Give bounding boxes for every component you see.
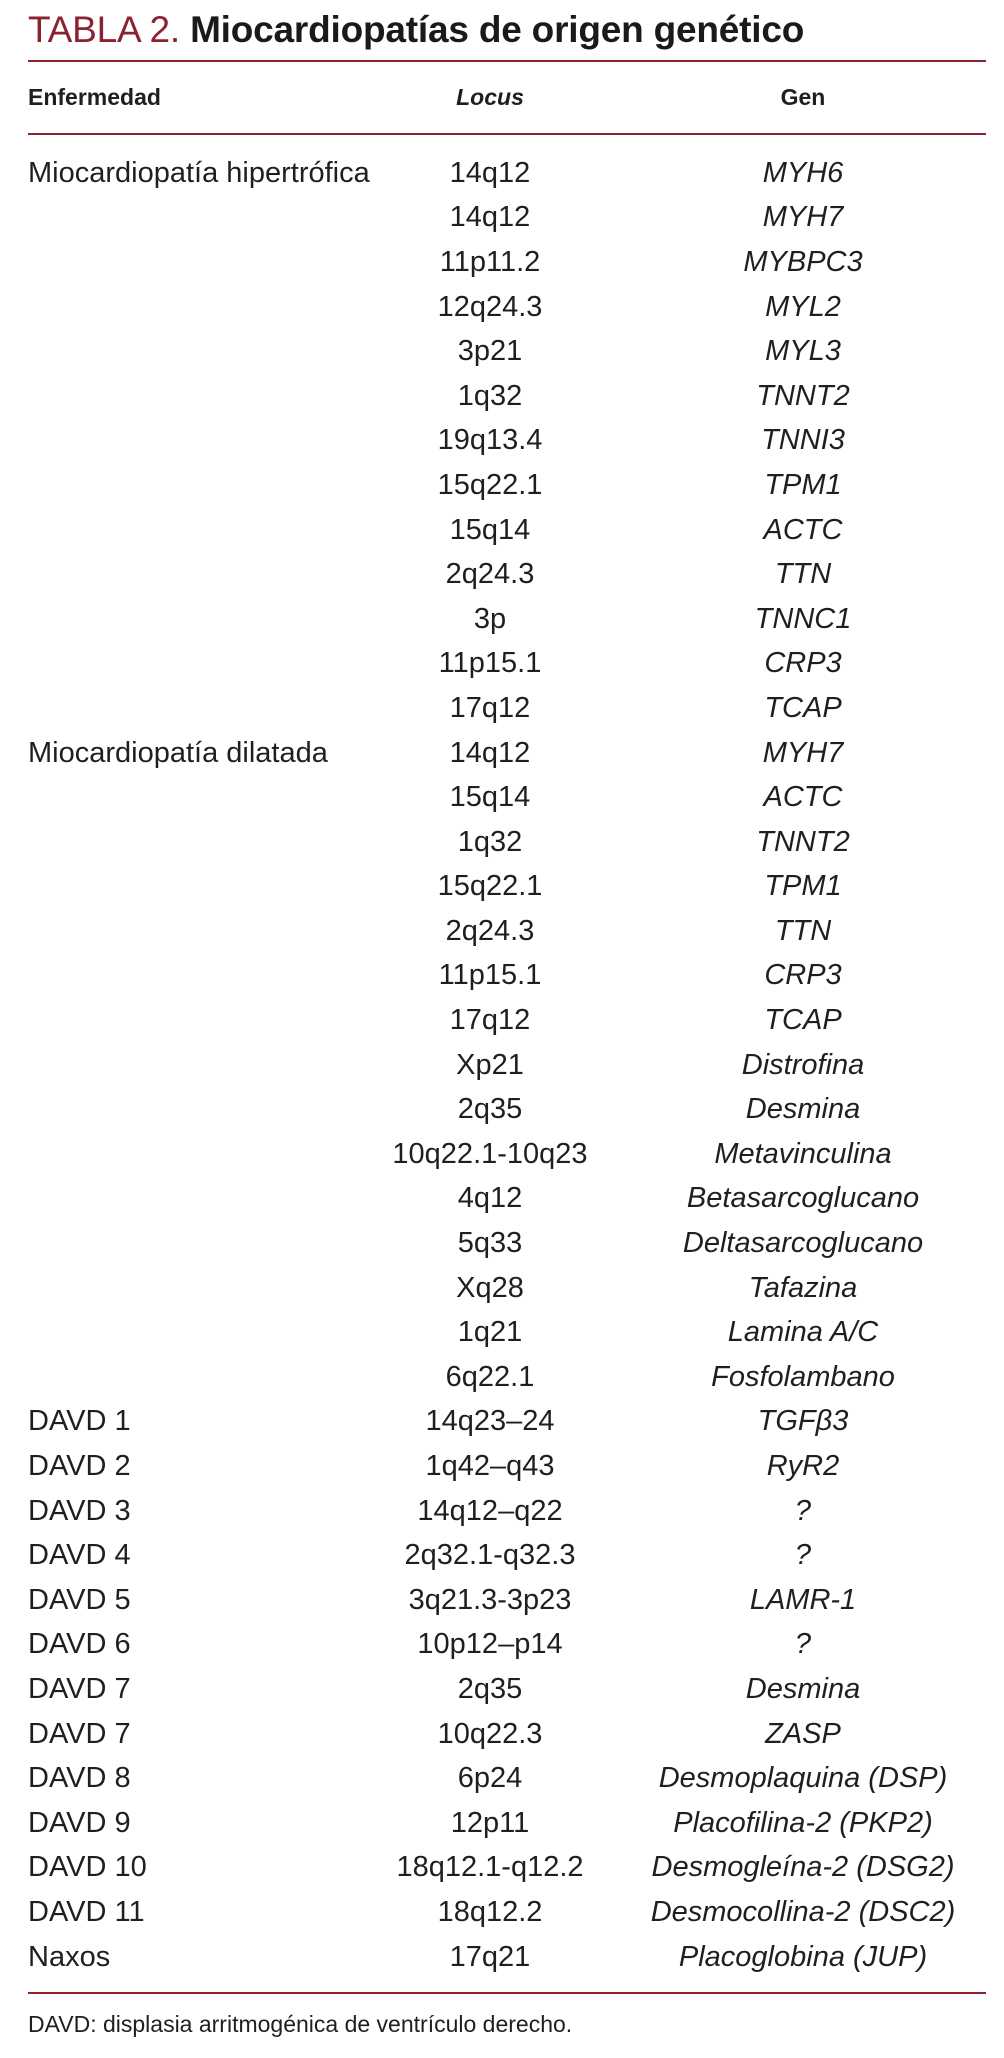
table-title-text: Miocardiopatías de origen genético [190, 9, 805, 50]
table-row [28, 419, 986, 464]
cell-locus: 3p [473, 602, 507, 635]
cell-locus: 15q22.1 [437, 870, 543, 903]
table-row [28, 1935, 986, 1980]
cell-gene: TPM1 [764, 870, 842, 903]
cell-gene: Lamina A/C [727, 1316, 879, 1349]
table-row [28, 240, 986, 285]
cell-locus: 18q12.2 [437, 1895, 543, 1928]
cell-gene: MYL3 [765, 335, 841, 368]
table-row [28, 1266, 986, 1311]
cell-gene: MYH6 [762, 156, 844, 189]
cell-locus: 14q12 [449, 201, 531, 234]
cell-gene: Desmogleína-2 (DSG2) [651, 1851, 955, 1884]
table-row [28, 1177, 986, 1222]
table-row [28, 1132, 986, 1177]
cell-gene: Metavinculina [714, 1137, 892, 1170]
cell-disease: DAVD 11 [28, 1895, 145, 1928]
cell-gene: TPM1 [764, 468, 842, 501]
cell-locus: 15q14 [449, 781, 531, 814]
cell-locus: 11p15.1 [438, 647, 542, 680]
header-disease: Enfermedad [28, 84, 161, 110]
cell-locus: 17q12 [449, 1004, 531, 1037]
table-row [28, 686, 986, 731]
table-row [28, 1355, 986, 1400]
cell-gene: ACTC [763, 513, 843, 546]
table-row [28, 909, 986, 954]
cell-locus: 1q42–q43 [425, 1450, 555, 1483]
header-gene: Gen [780, 84, 826, 110]
table-row [28, 508, 986, 553]
cell-locus: 5q33 [457, 1227, 523, 1260]
cell-gene: CRP3 [764, 959, 842, 992]
cell-locus: 1q32 [457, 379, 523, 412]
cell-locus: 2q24.3 [445, 914, 535, 947]
cell-gene: MYH7 [762, 201, 844, 234]
table-row [28, 1221, 986, 1266]
table-row [28, 374, 986, 419]
cell-gene: ? [794, 1494, 812, 1527]
cell-gene: TCAP [764, 1004, 842, 1037]
cell-locus: 10q22.1-10q23 [392, 1137, 588, 1170]
cell-gene: ? [794, 1539, 812, 1572]
cell-gene: ACTC [763, 781, 843, 814]
cell-gene: MYBPC3 [743, 245, 863, 278]
table-row [28, 1310, 986, 1355]
cell-disease: DAVD 2 [28, 1450, 131, 1483]
table-row [28, 285, 986, 330]
table-row [28, 597, 986, 642]
cell-gene: Placoglobina (JUP) [678, 1940, 928, 1973]
table-row [28, 329, 986, 374]
cell-disease: Miocardiopatía hipertrófica [28, 156, 370, 189]
cell-gene: TGFβ3 [757, 1405, 849, 1438]
cell-locus: 11p11.2 [439, 245, 541, 278]
cell-gene: Desmina [745, 1093, 861, 1126]
cell-locus: 10p12–p14 [417, 1628, 563, 1661]
cell-gene: MYL2 [765, 290, 841, 323]
table-row [28, 1667, 986, 1712]
table-row [28, 1533, 986, 1578]
cell-disease: DAVD 10 [28, 1851, 147, 1884]
cell-gene: TNNT2 [756, 825, 850, 858]
cell-locus: 10q22.3 [437, 1717, 543, 1750]
table-row [28, 731, 986, 776]
cell-gene: MYH7 [762, 736, 844, 769]
table-row [28, 1400, 986, 1445]
cell-gene: Desmoplaquina (DSP) [658, 1762, 948, 1795]
cell-locus: 12q24.3 [437, 290, 543, 323]
cell-locus: 6p24 [457, 1762, 523, 1795]
table-row [28, 151, 986, 196]
table-title [28, 0, 986, 60]
cell-gene: Desmocollina-2 (DSC2) [650, 1895, 956, 1928]
cell-locus: 12p11 [450, 1806, 530, 1839]
table-label: TABLA 2. [28, 9, 180, 50]
cell-locus: 14q12–q22 [417, 1494, 563, 1527]
cell-locus: 2q35 [457, 1093, 523, 1126]
cell-locus: 2q24.3 [445, 558, 535, 591]
table-row [28, 1087, 986, 1132]
table-body [28, 135, 986, 1992]
cell-gene: Tafazina [748, 1271, 858, 1304]
table-row [28, 954, 986, 999]
cell-gene: CRP3 [764, 647, 842, 680]
table-row [28, 1489, 986, 1534]
cell-gene: TNNI3 [761, 424, 845, 457]
table-row [28, 1623, 986, 1668]
table-row [28, 998, 986, 1043]
cell-locus: 11p15.1 [438, 959, 542, 992]
cell-locus: 3p21 [457, 335, 523, 368]
table-row [28, 865, 986, 910]
table-row [28, 196, 986, 241]
cell-locus: 2q35 [457, 1672, 523, 1705]
cell-disease: DAVD 1 [28, 1405, 131, 1438]
cell-gene: Deltasarcoglucano [682, 1227, 924, 1260]
table-footnote: DAVD: displasia arritmogénica de ventrículo derecho. [28, 2011, 573, 2038]
cell-disease: DAVD 8 [28, 1762, 131, 1795]
cell-gene: Betasarcoglucano [686, 1182, 920, 1215]
cell-gene: Desmina [745, 1672, 861, 1705]
table-row [28, 1890, 986, 1935]
cell-gene: TTN [774, 558, 832, 591]
table-row [28, 1444, 986, 1489]
table-row [28, 552, 986, 597]
cell-gene: TCAP [764, 691, 842, 724]
table-header [28, 62, 986, 133]
cell-locus: 17q21 [449, 1940, 531, 1973]
table-row [28, 642, 986, 687]
table-row [28, 1043, 986, 1088]
cell-locus: 14q12 [449, 156, 531, 189]
cell-gene: TTN [774, 914, 832, 947]
table-row [28, 1578, 986, 1623]
cell-disease: DAVD 6 [28, 1628, 131, 1661]
cell-locus: 6q22.1 [445, 1360, 535, 1393]
cell-gene: Distrofina [741, 1048, 865, 1081]
cell-gene: TNNC1 [754, 602, 852, 635]
cell-locus: Xq28 [456, 1271, 524, 1304]
table-document [28, 0, 986, 2054]
cell-gene: ZASP [765, 1717, 841, 1750]
cell-locus: 18q12.1-q12.2 [396, 1851, 584, 1884]
table-row [28, 463, 986, 508]
table-row [28, 820, 986, 865]
table-row [28, 1846, 986, 1891]
cell-locus: Xp21 [456, 1048, 524, 1081]
cell-disease: DAVD 7 [28, 1672, 131, 1705]
cell-locus: 17q12 [449, 691, 531, 724]
cell-locus: 3q21.3-3p23 [408, 1583, 572, 1616]
cell-disease: DAVD 5 [28, 1583, 131, 1616]
table-row [28, 1712, 986, 1757]
cell-locus: 14q23–24 [425, 1405, 555, 1438]
cell-gene: LAMR-1 [749, 1583, 857, 1616]
table-row [28, 1801, 986, 1846]
cell-gene: Placofilina-2 (PKP2) [673, 1806, 933, 1839]
cell-gene: Fosfolambano [711, 1360, 895, 1393]
cell-locus: 4q12 [457, 1182, 523, 1215]
cell-locus: 15q22.1 [437, 468, 543, 501]
cell-disease: Miocardiopatía dilatada [28, 736, 328, 769]
cell-gene: TNNT2 [756, 379, 850, 412]
cell-disease: DAVD 7 [28, 1717, 131, 1750]
cell-disease: Naxos [28, 1940, 111, 1973]
cell-disease: DAVD 4 [28, 1539, 131, 1572]
cell-locus: 2q32.1-q32.3 [404, 1539, 576, 1572]
cell-gene: RyR2 [766, 1450, 840, 1483]
cell-gene: ? [794, 1628, 812, 1661]
cell-locus: 14q12 [449, 736, 531, 769]
cell-disease: DAVD 9 [28, 1806, 131, 1839]
table-row [28, 1756, 986, 1801]
cell-locus: 1q21 [457, 1316, 523, 1349]
header-locus: Locus [456, 84, 524, 110]
table-row [28, 775, 986, 820]
cell-locus: 15q14 [449, 513, 531, 546]
cell-locus: 19q13.4 [437, 424, 543, 457]
cell-disease: DAVD 3 [28, 1494, 131, 1527]
cell-locus: 1q32 [457, 825, 523, 858]
